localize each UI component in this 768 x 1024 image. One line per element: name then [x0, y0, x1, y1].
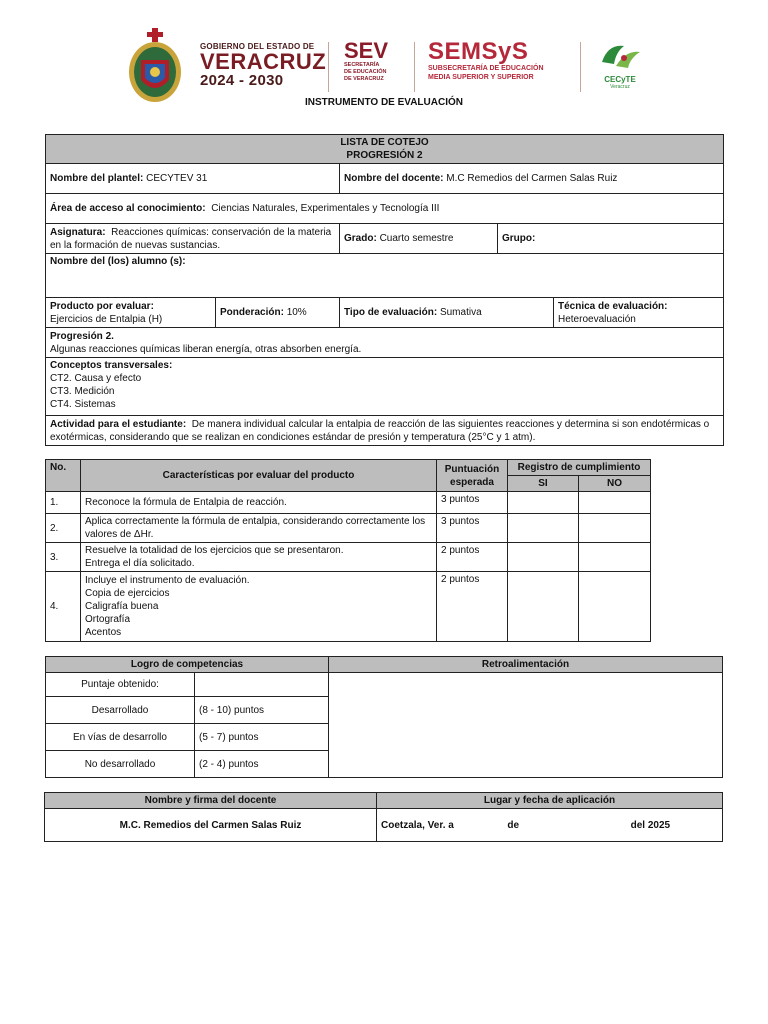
alumno-label: Nombre del (los) alumno (s):: [50, 256, 186, 267]
actividad-cell: [46, 416, 724, 446]
row-no-cell[interactable]: [579, 492, 651, 514]
sev-sub1: SECRETARÍA: [344, 62, 380, 68]
cecyte-logo: [594, 40, 646, 90]
producto-label: Producto por evaluar:: [50, 300, 154, 312]
cecyte-sub: Veracruz: [610, 84, 630, 90]
info-table: [45, 134, 724, 446]
grupo-label: Grupo:: [502, 233, 536, 244]
docente-value: M.C Remedios del Carmen Salas Ruiz: [446, 173, 618, 184]
plantel-value: CECYTEV 31: [146, 173, 208, 184]
row-si-cell[interactable]: [508, 572, 579, 642]
table-row: [46, 514, 651, 543]
semsys-title: SEMSyS: [428, 38, 529, 65]
row-si-cell[interactable]: [508, 492, 579, 514]
row-number: 2.: [46, 514, 81, 543]
plantel-label: Nombre del plantel:: [50, 173, 144, 184]
producto-value: Ejercicios de Entalpia (H): [50, 313, 163, 325]
checklist-table: [45, 459, 651, 642]
logro-table: [45, 656, 723, 778]
grupo-cell: [498, 224, 724, 254]
asignatura-value: Reacciones químicas: conservación de la materia en la formación de nuevas sustancias.: [50, 226, 332, 251]
sev-sub2: DE EDUCACIÓN: [344, 69, 387, 75]
de-text: de: [507, 819, 520, 831]
ponderacion-value: 10%: [286, 307, 307, 318]
list-title: LISTA DE COTEJO: [340, 137, 429, 148]
gobierno-veracruz-logo: [200, 42, 327, 89]
lugar-fecha-header: Lugar y fecha de aplicación: [377, 793, 723, 809]
puntaje-value-cell[interactable]: [195, 673, 329, 697]
level-label: En vías de desarrollo: [46, 724, 195, 751]
tecnica-label: Técnica de evaluación:: [558, 300, 668, 312]
gob-line2: VERACRUZ: [200, 49, 327, 74]
row-no-cell[interactable]: [579, 572, 651, 642]
col-no-option-header: NO: [579, 476, 651, 492]
conceptos-items: CT2. Causa y efecto CT3. Medición CT4. Sistemas: [50, 373, 142, 410]
actividad-label: Actividad para el estudiante:: [50, 418, 187, 430]
row-points: 3 puntos: [437, 514, 508, 543]
table-row: [46, 492, 651, 514]
row-no-cell[interactable]: [579, 543, 651, 572]
grado-label: Grado:: [344, 233, 377, 244]
sev-title: SEV: [344, 38, 389, 63]
logo-divider: [414, 42, 415, 92]
area-value: Ciencias Naturales, Experimentales y Tecnología III: [211, 203, 440, 214]
conceptos-cell: [46, 358, 724, 416]
row-number: 1.: [46, 492, 81, 514]
tecnica-value: Heteroevaluación: [558, 313, 636, 325]
tipo-cell: [340, 298, 554, 328]
lugar-fecha-cell: [377, 809, 723, 842]
table-row: [46, 572, 651, 642]
semsys-sub2: MEDIA SUPERIOR Y SUPERIOR: [428, 74, 534, 81]
plantel-cell: [46, 164, 340, 194]
level-label: No desarrollado: [46, 751, 195, 778]
col-no-header: No.: [46, 460, 81, 492]
alumno-cell: [46, 254, 724, 298]
ponderacion-cell: [216, 298, 340, 328]
logo-divider: [328, 42, 329, 92]
semsys-logo: [428, 40, 568, 82]
sev-logo: [344, 40, 406, 83]
grado-cell: [340, 224, 498, 254]
producto-cell: [46, 298, 216, 328]
tipo-label: Tipo de evaluación:: [344, 307, 438, 318]
gob-line1: GOBIERNO DEL ESTADO DE: [200, 42, 315, 51]
tipo-value: Sumativa: [439, 307, 482, 318]
row-description: Incluye el instrumento de evaluación. Copia de ejercicios Caligrafía buena Ortografía Acentos: [81, 572, 437, 642]
row-number: 4.: [46, 572, 81, 642]
col-caracteristicas-header: Características por evaluar del producto: [81, 460, 437, 492]
col-puntuacion-header: Puntuación esperada: [437, 460, 508, 492]
row-no-cell[interactable]: [579, 514, 651, 543]
grado-value: Cuarto semestre: [379, 233, 454, 244]
cecyte-emblem-icon: [594, 40, 646, 70]
docente-firma-name: M.C. Remedios del Carmen Salas Ruiz: [45, 809, 377, 842]
row-points: 2 puntos: [437, 543, 508, 572]
puntaje-label: Puntaje obtenido:: [46, 673, 195, 697]
firma-table: [44, 792, 723, 842]
list-header-cell: [46, 135, 724, 164]
year-text: del 2025: [630, 819, 671, 831]
level-range: (2 - 4) puntos: [195, 751, 329, 778]
tecnica-cell: [554, 298, 724, 328]
gob-line3: 2024 - 2030: [200, 72, 284, 89]
col-registro-header: Registro de cumplimiento: [508, 460, 651, 476]
level-label: Desarrollado: [46, 697, 195, 724]
asignatura-cell: [46, 224, 340, 254]
row-si-cell[interactable]: [508, 543, 579, 572]
semsys-sub1: SUBSECRETARÍA DE EDUCACIÓN: [428, 65, 544, 72]
actividad-value: De manera individual calcular la entalpia de reacción de las siguientes reacciones y determina si son endotérmicas o exotérmicas, considerando que se realizan en condiciones estándar de presión y temperatura (25°C y 1 atm).: [50, 418, 710, 443]
area-label: Área de acceso al conocimiento:: [50, 203, 206, 214]
area-cell: [46, 194, 724, 224]
row-points: 2 puntos: [437, 572, 508, 642]
docente-cell: [340, 164, 724, 194]
row-number: 3.: [46, 543, 81, 572]
row-description: Resuelve la totalidad de los ejercicios que se presentaron. Entrega el día solicitado.: [81, 543, 437, 572]
ponderacion-label: Ponderación:: [220, 307, 284, 318]
lugar-text: Coetzala, Ver. a: [381, 819, 454, 831]
col-si-header: SI: [508, 476, 579, 492]
conceptos-label: Conceptos transversales:: [50, 360, 173, 371]
row-points: 3 puntos: [437, 492, 508, 514]
document-title: INSTRUMENTO DE EVALUACIÓN: [305, 97, 463, 108]
row-description: Reconoce la fórmula de Entalpia de reacción.: [81, 492, 437, 514]
veracruz-seal-logo: [127, 28, 183, 104]
sev-sub3: DE VERACRUZ: [344, 76, 384, 82]
table-row: [46, 543, 651, 572]
progresion-label: Progresión 2.: [50, 330, 114, 342]
progression-title: PROGRESIÓN 2: [346, 150, 423, 161]
retro-header: Retroalimentación: [329, 657, 723, 673]
docente-label: Nombre del docente:: [344, 173, 444, 184]
level-range: (5 - 7) puntos: [195, 724, 329, 751]
logo-divider: [580, 42, 581, 92]
logro-header: Logro de competencias: [46, 657, 329, 673]
progresion-value: Algunas reacciones químicas liberan energía, otras absorben energía.: [50, 343, 362, 355]
progresion-cell: [46, 328, 724, 358]
retro-content-cell[interactable]: [329, 673, 723, 778]
row-si-cell[interactable]: [508, 514, 579, 543]
row-description: Aplica correctamente la fórmula de entalpia, considerando correctamente los valores de ΔHr.: [81, 514, 437, 543]
asignatura-label: Asignatura:: [50, 226, 106, 238]
level-range: (8 - 10) puntos: [195, 697, 329, 724]
nombre-firma-header: Nombre y firma del docente: [45, 793, 377, 809]
cecyte-title: CECyTE: [604, 75, 636, 84]
